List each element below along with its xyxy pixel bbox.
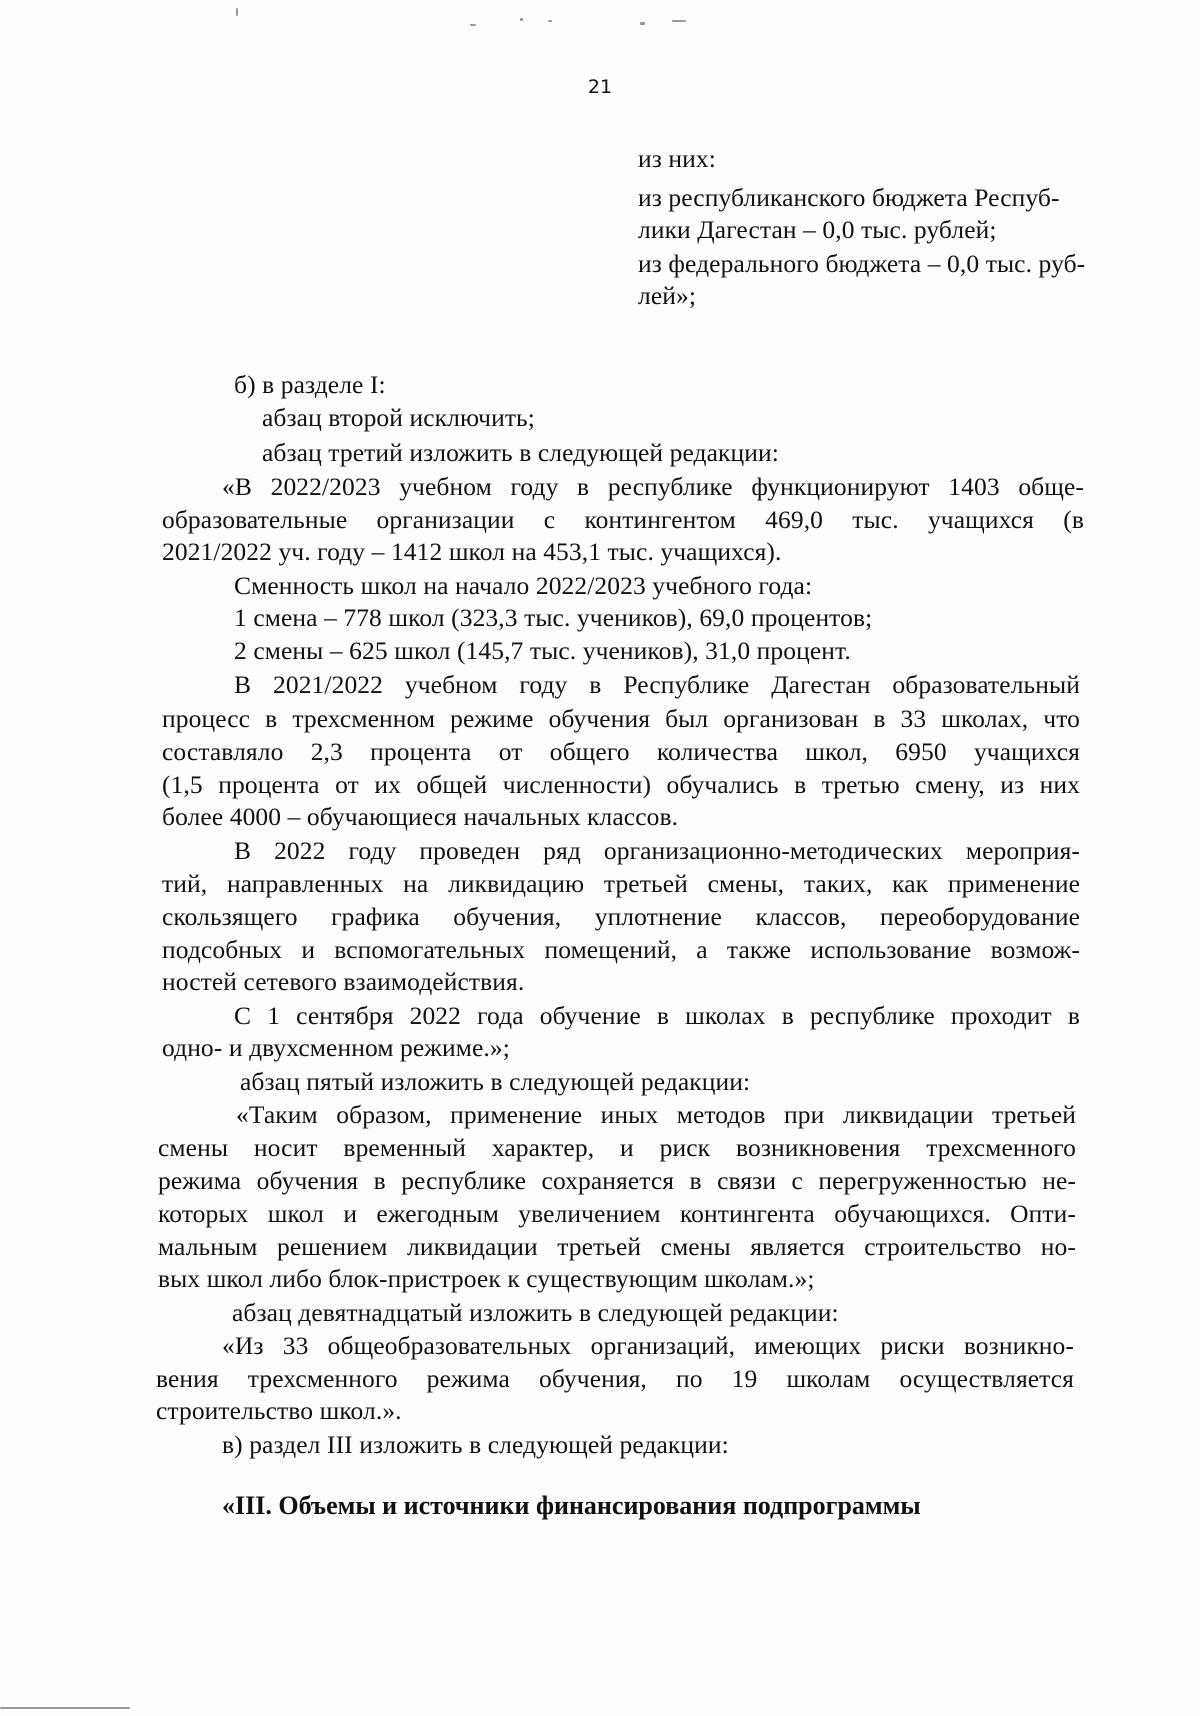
body-line: смены носит временный характер, и риск возникновения трехсменного — [158, 1133, 1076, 1162]
financing-line: лей»; — [638, 281, 697, 310]
body-line: в) раздел III изложить в следующей редакции: — [222, 1430, 729, 1459]
financing-line: лики Дагестан – 0,0 тыс. рублей; — [638, 215, 997, 244]
scan-speck — [520, 18, 523, 21]
scan-speck — [548, 20, 552, 22]
scan-speck — [0, 1707, 130, 1709]
body-line: процесс в трехсменном режиме обучения был организован в 33 школах, что — [162, 704, 1080, 733]
body-line: «Из 33 общеобразовательных организаций, имеющих риски возникно- — [222, 1331, 1074, 1360]
body-line: одно- и двухсменном режиме.»; — [162, 1033, 510, 1062]
scan-speck — [640, 22, 645, 25]
scan-speck — [236, 8, 238, 16]
body-line: абзац второй исключить; — [262, 403, 535, 432]
body-line: 1 смена – 778 школ (323,3 тыс. учеников), 69,0 процентов; — [234, 603, 873, 632]
body-line: составляло 2,3 процента от общего количества школ, 6950 учащихся — [162, 737, 1080, 766]
body-line: мальным решением ликвидации третьей смены является строительство но- — [158, 1232, 1076, 1261]
body-line: подсобных и вспомогательных помещений, а также использование возмож- — [162, 935, 1080, 964]
body-line: «В 2022/2023 учебном году в республике функционируют 1403 обще- — [222, 472, 1084, 501]
body-line: режима обучения в республике сохраняется в связи с перегруженностью не- — [158, 1166, 1076, 1195]
body-line: более 4000 – обучающиеся начальных классов. — [162, 802, 679, 831]
body-line: абзац девятнадцатый изложить в следующей редакции: — [232, 1298, 839, 1327]
body-line: 2 смены – 625 школ (145,7 тыс. учеников), 31,0 процент. — [234, 636, 851, 665]
page-number: 21 — [587, 76, 613, 98]
body-line: образовательные организации с контингентом 469,0 тыс. учащихся (в — [162, 505, 1084, 534]
financing-line: из федерального бюджета – 0,0 тыс. руб- — [638, 249, 1086, 278]
scan-speck — [672, 20, 686, 22]
body-line: 2021/2022 уч. году – 1412 школ на 453,1 тыс. учащихся). — [162, 537, 782, 566]
body-line: б) в разделе I: — [234, 370, 386, 399]
body-line: В 2021/2022 учебном году в Республике Дагестан образовательный — [234, 670, 1080, 699]
financing-line: из них: — [638, 144, 716, 173]
body-line: абзац пятый изложить в следующей редакции: — [240, 1067, 751, 1096]
body-line: Сменность школ на начало 2022/2023 учебного года: — [234, 571, 813, 600]
body-line: В 2022 году проведен ряд организационно-методических мероприя- — [234, 836, 1080, 865]
scan-speck — [470, 24, 476, 26]
section-heading: «III. Объемы и источники финансирования подпрограммы — [222, 1491, 921, 1520]
body-line: С 1 сентября 2022 года обучение в школах в республике проходит в — [234, 1001, 1080, 1030]
body-line: вых школ либо блок-пристроек к существующим школам.»; — [158, 1264, 815, 1293]
body-line: тий, направленных на ликвидацию третьей смены, таких, как применение — [162, 869, 1080, 898]
body-line: ностей сетевого взаимодействия. — [162, 967, 525, 996]
body-line: которых школ и ежегодным увеличением контингента обучающихся. Опти- — [158, 1199, 1076, 1228]
body-line: вения трехсменного режима обучения, по 19 школам осуществляется — [156, 1364, 1074, 1393]
body-line: скользящего графика обучения, уплотнение классов, переоборудование — [162, 902, 1080, 931]
body-line: строительство школ.». — [156, 1396, 402, 1425]
body-line: абзац третий изложить в следующей редакции: — [262, 438, 779, 467]
body-line: (1,5 процента от их общей численности) обучались в третью смену, из них — [162, 770, 1080, 799]
body-line: «Таким образом, применение иных методов при ликвидации третьей — [236, 1100, 1076, 1129]
financing-line: из республиканского бюджета Респуб- — [638, 183, 1060, 212]
